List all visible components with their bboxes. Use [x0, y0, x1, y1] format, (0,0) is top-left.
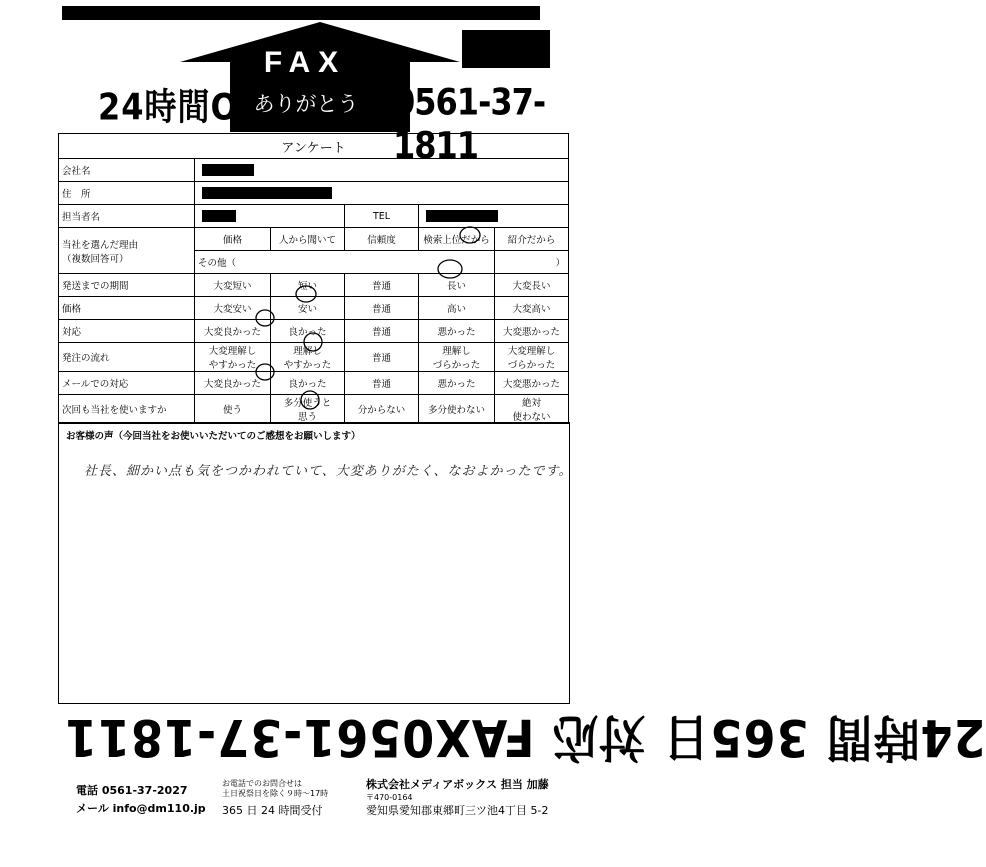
survey-row	[59, 343, 569, 372]
survey-table	[58, 133, 569, 424]
corner-redaction	[462, 30, 550, 68]
row-option[interactable]: 普通	[345, 297, 419, 320]
tel-field	[419, 205, 569, 228]
row-option[interactable]: 長い	[419, 274, 495, 297]
row-option[interactable]: 大変良かった	[195, 320, 271, 343]
row-option[interactable]: 悪かった	[419, 372, 495, 395]
reason-other-close: ）	[495, 251, 569, 274]
zip-code: 〒470-0164	[366, 793, 413, 802]
top-redaction-bar	[62, 6, 540, 20]
tel-redaction	[426, 210, 498, 222]
row-option[interactable]: 大変長い	[495, 274, 569, 297]
company-name: 株式会社メディアボックス 担当 加藤	[366, 778, 549, 791]
reason-option[interactable]: 検索上位だから	[419, 228, 495, 251]
phone-text: 電話 0561-37-2027	[76, 784, 188, 797]
row-label: メールでの対応	[59, 372, 195, 395]
bottom-banner	[58, 702, 986, 778]
row-option[interactable]: 普通	[345, 274, 419, 297]
reason-option[interactable]: 人から聞いて	[271, 228, 345, 251]
row-label: 次回も当社を使いますか	[59, 395, 195, 424]
company-redaction	[202, 164, 254, 176]
reason-label: 当社を選んだ理由	[62, 239, 139, 251]
row-option[interactable]: 高い	[419, 297, 495, 320]
reason-other	[195, 251, 495, 274]
row-option[interactable]: 良かった	[271, 372, 345, 395]
row-option[interactable]: 大変理解し づらかった	[495, 343, 569, 372]
inquiry-note: お電話でのお問合せは	[222, 779, 302, 788]
reason-sublabel: （複数回答可）	[62, 253, 129, 265]
reason-other-label: その他（	[198, 258, 237, 269]
row-option[interactable]: 理解し やすかった	[271, 343, 345, 372]
row-label: 価格	[59, 297, 195, 320]
row-option[interactable]: 普通	[345, 372, 419, 395]
survey-title: アンケート	[59, 134, 569, 159]
row-option[interactable]: 分からない	[345, 395, 419, 424]
row-option[interactable]: 大変悪かった	[495, 372, 569, 395]
row-label: 発注の流れ	[59, 343, 195, 372]
company-field	[195, 159, 569, 182]
always-open-note: 365 日 24 時間受付	[222, 804, 323, 817]
address-field	[195, 182, 569, 205]
contact-redaction	[202, 210, 236, 222]
fax-number-banner: 0561-37-1811	[393, 80, 546, 168]
row-option[interactable]: 理解し づらかった	[419, 343, 495, 372]
row-option[interactable]: 大変短い	[195, 274, 271, 297]
row-label: 発送までの期間	[59, 274, 195, 297]
row-option[interactable]: 多分使わない	[419, 395, 495, 424]
company-address: 愛知県愛知郡東郷町三ツ池4丁目 5-2	[366, 804, 549, 817]
survey-row	[59, 372, 569, 395]
row-option[interactable]: 普通	[345, 343, 419, 372]
company-label: 会社名	[59, 159, 195, 182]
row-option[interactable]: 大変理解し やすかった	[195, 343, 271, 372]
survey-row	[59, 395, 569, 424]
handwritten-comment: 社長、細かい点も気をつかわれていて、大変ありがたく、なおよかったです。	[84, 464, 573, 479]
row-option[interactable]: 絶対 使わない	[495, 395, 569, 424]
thanks-text: ありがとう	[253, 92, 359, 116]
flipped-fax-banner: 24時間 365日 対応 FAX0561-37-1811	[64, 708, 986, 768]
address-redaction	[202, 187, 332, 199]
contact-field	[195, 205, 345, 228]
row-label: 対応	[59, 320, 195, 343]
customer-voice-label: お客様の声（今回当社をお使いいただいてのご感想をお願いします）	[66, 431, 361, 442]
row-option[interactable]: 安い	[271, 297, 345, 320]
reason-label-cell	[59, 228, 195, 274]
row-option[interactable]: 短い	[271, 274, 345, 297]
row-option[interactable]: 多分使うと 思う	[271, 395, 345, 424]
row-option[interactable]: 大変良かった	[195, 372, 271, 395]
row-option[interactable]: 大変高い	[495, 297, 569, 320]
address-label: 住 所	[59, 182, 195, 205]
row-option[interactable]: 良かった	[271, 320, 345, 343]
row-option[interactable]: 大変安い	[195, 297, 271, 320]
survey-row	[59, 297, 569, 320]
reason-option[interactable]: 紹介だから	[495, 228, 569, 251]
fax-title: FAX	[263, 46, 347, 79]
hours-note: 土日祝祭日を除く９時～17時	[222, 789, 329, 798]
contact-label: 担当者名	[59, 205, 195, 228]
reason-option[interactable]: 信頼度	[345, 228, 419, 251]
row-option[interactable]: 普通	[345, 320, 419, 343]
hours-banner: 24時間OK	[98, 84, 265, 129]
row-option[interactable]: 使う	[195, 395, 271, 424]
reason-option[interactable]: 価格	[195, 228, 271, 251]
row-option[interactable]: 悪かった	[419, 320, 495, 343]
tel-label: TEL	[345, 205, 419, 228]
email-text: メール info@dm110.jp	[76, 802, 206, 815]
survey-row	[59, 320, 569, 343]
survey-row	[59, 274, 569, 297]
row-option[interactable]: 大変悪かった	[495, 320, 569, 343]
